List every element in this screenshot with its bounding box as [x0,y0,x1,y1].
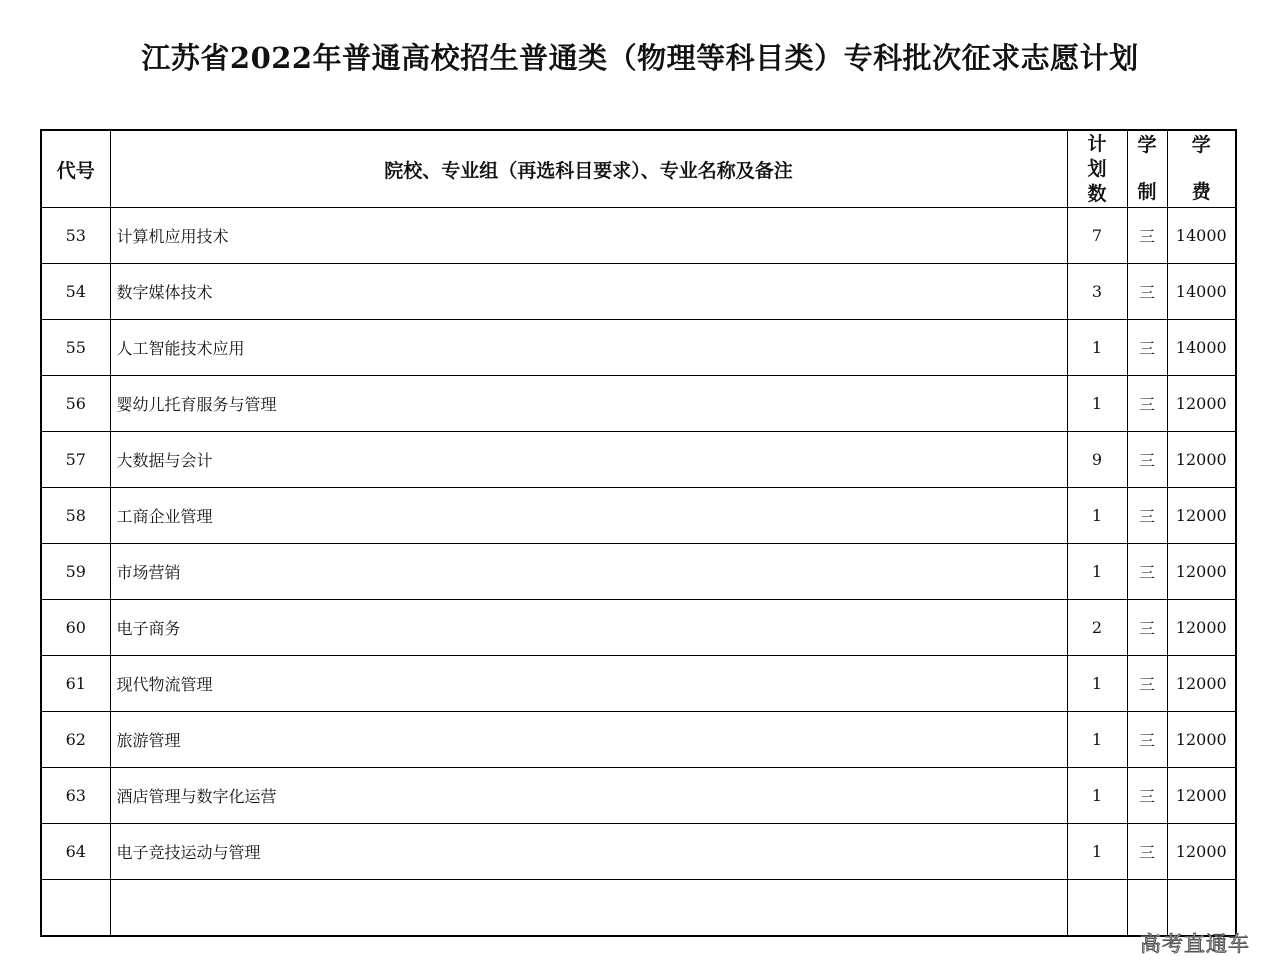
cell-planned-count [1067,880,1127,937]
header-planned-char: 数 [1087,182,1107,205]
header-system-char: 学 [1137,134,1157,156]
table-row [41,880,1236,937]
cell-study-years: 三 [1127,488,1167,544]
cell-tuition-fee: 12000 [1167,768,1236,824]
table-row [41,712,1236,768]
header-fee-char: 费 [1191,181,1211,203]
cell-code: 62 [41,712,110,768]
cell-code: 61 [41,656,110,712]
enrollment-plan-table [40,129,1237,937]
header-planned-char: 计 [1087,132,1107,155]
cell-study-years: 三 [1127,432,1167,488]
cell-tuition-fee: 12000 [1167,488,1236,544]
header-planned [1067,130,1127,208]
cell-study-years: 三 [1127,376,1167,432]
cell-code: 53 [41,208,110,264]
cell-planned-count: 1 [1067,544,1127,600]
header-code: 代号 [41,130,110,208]
cell-code: 60 [41,600,110,656]
header-fee-char: 学 [1191,134,1211,156]
header-fee [1167,130,1236,208]
cell-major-name: 现代物流管理 [110,656,1067,712]
cell-planned-count: 2 [1067,600,1127,656]
cell-planned-count: 9 [1067,432,1127,488]
cell-study-years: 三 [1127,712,1167,768]
cell-code: 55 [41,320,110,376]
cell-major-name: 数字媒体技术 [110,264,1067,320]
table-row [41,600,1236,656]
cell-tuition-fee: 12000 [1167,600,1236,656]
cell-study-years: 三 [1127,264,1167,320]
cell-study-years: 三 [1127,320,1167,376]
cell-major-name: 电子商务 [110,600,1067,656]
table-row [41,320,1236,376]
table-row [41,544,1236,600]
cell-tuition-fee: 12000 [1167,712,1236,768]
cell-planned-count: 7 [1067,208,1127,264]
cell-study-years: 三 [1127,600,1167,656]
cell-code: 63 [41,768,110,824]
cell-major-name: 电子竞技运动与管理 [110,824,1067,880]
cell-tuition-fee: 12000 [1167,824,1236,880]
header-row [41,130,1236,208]
table-row [41,488,1236,544]
cell-study-years: 三 [1127,768,1167,824]
cell-code: 56 [41,376,110,432]
cell-planned-count: 1 [1067,712,1127,768]
cell-planned-count: 3 [1067,264,1127,320]
cell-tuition-fee: 14000 [1167,320,1236,376]
cell-major-name: 市场营销 [110,544,1067,600]
cell-major-name: 婴幼儿托育服务与管理 [110,376,1067,432]
cell-major-name: 旅游管理 [110,712,1067,768]
table-row [41,376,1236,432]
header-system [1127,130,1167,208]
cell-planned-count: 1 [1067,824,1127,880]
cell-planned-count: 1 [1067,376,1127,432]
page-title: 江苏省2022年普通高校招生普通类（物理等科目类）专科批次征求志愿计划 [141,41,1139,75]
cell-major-name: 酒店管理与数字化运营 [110,768,1067,824]
cell-tuition-fee: 12000 [1167,656,1236,712]
cell-major-name: 人工智能技术应用 [110,320,1067,376]
cell-tuition-fee: 12000 [1167,544,1236,600]
cell-code: 59 [41,544,110,600]
cell-code [41,880,110,937]
cell-code: 64 [41,824,110,880]
table-row [41,432,1236,488]
cell-major-name: 计算机应用技术 [110,208,1067,264]
table-row [41,824,1236,880]
cell-study-years: 三 [1127,544,1167,600]
cell-tuition-fee: 14000 [1167,208,1236,264]
table-row [41,264,1236,320]
cell-major-name: 工商企业管理 [110,488,1067,544]
cell-tuition-fee: 14000 [1167,264,1236,320]
table-header [41,130,1236,208]
cell-planned-count: 1 [1067,488,1127,544]
header-system-char: 制 [1137,181,1157,203]
cell-study-years: 三 [1127,824,1167,880]
table-body [41,208,1236,937]
table-row [41,768,1236,824]
cell-code: 54 [41,264,110,320]
table-row [41,208,1236,264]
cell-major-name [110,880,1067,937]
cell-planned-count: 1 [1067,656,1127,712]
cell-study-years: 三 [1127,208,1167,264]
cell-tuition-fee: 12000 [1167,376,1236,432]
header-name: 院校、专业组（再选科目要求）、专业名称及备注 [110,130,1067,208]
cell-planned-count: 1 [1067,320,1127,376]
cell-code: 57 [41,432,110,488]
cell-code: 58 [41,488,110,544]
cell-study-years: 三 [1127,656,1167,712]
table-row [41,656,1236,712]
cell-planned-count: 1 [1067,768,1127,824]
watermark: 高考直通车 [1140,932,1250,956]
cell-tuition-fee: 12000 [1167,432,1236,488]
header-planned-char: 划 [1087,157,1107,180]
cell-major-name: 大数据与会计 [110,432,1067,488]
